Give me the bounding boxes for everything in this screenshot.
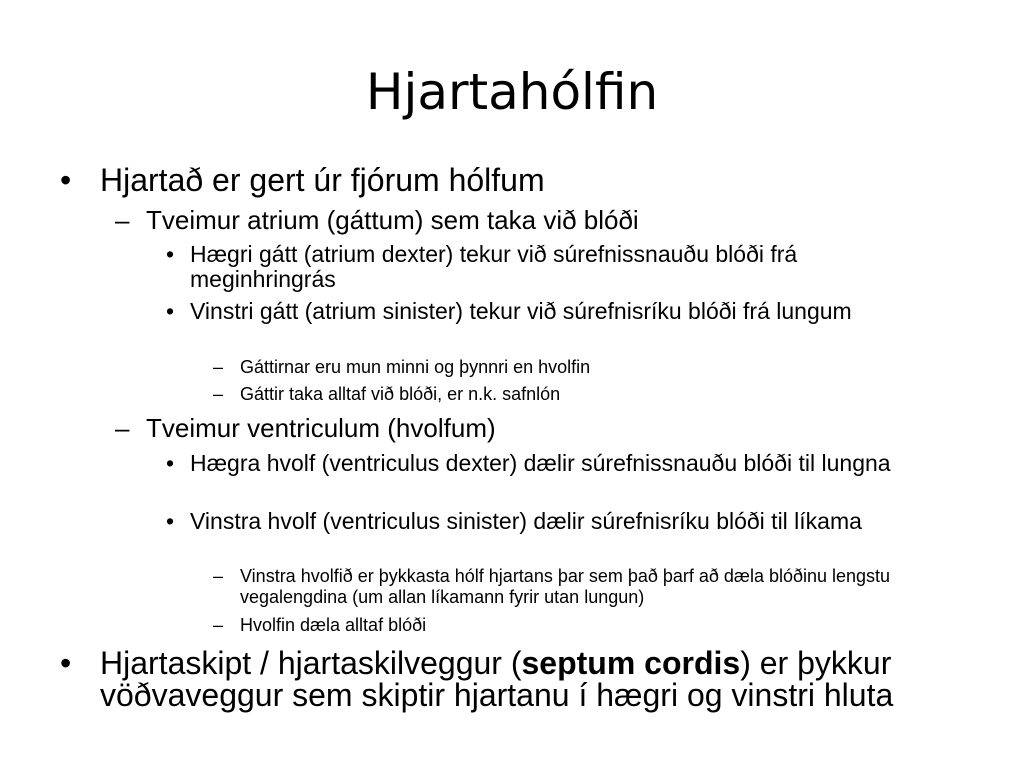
- bullet-level3: [190, 509, 910, 534]
- bullet-marker: –: [213, 566, 224, 586]
- bullet-text-bold: septum cordis: [521, 645, 741, 681]
- bullet-marker: –: [115, 413, 130, 443]
- bullet-marker: •: [60, 162, 72, 198]
- bullet-text: Vinstra hvolfið er þykkasta hólf hjartans þar sem það þarf að dæla blóðinu lengstu vegalengdina (um allan líkamann fyrir utan lungun): [240, 566, 891, 607]
- bullet-level4: [240, 615, 940, 636]
- bullet-text: Hægra hvolf (ventriculus dexter) dælir súrefnissnauðu blóði til lungna: [190, 450, 891, 476]
- bullet-marker: –: [213, 357, 224, 377]
- bullet-level4: [240, 566, 930, 608]
- bullet-marker: •: [166, 508, 175, 534]
- bullet-text-post: ) er þykkur vöðvaveggur sem skiptir hjartanu í hægri og vinstri hluta: [100, 645, 894, 713]
- bullet-level1: [100, 647, 930, 711]
- bullet-level1: [100, 164, 980, 196]
- bullet-marker: •: [60, 645, 72, 681]
- bullet-marker: –: [213, 615, 224, 635]
- bullet-text: Tveimur ventriculum (hvolfum): [146, 413, 496, 443]
- bullet-level3: [190, 299, 890, 324]
- bullet-text: Gáttirnar eru mun minni og þynnri en hvolfin: [240, 357, 591, 377]
- bullet-level3: [190, 451, 960, 476]
- bullet-level2: [146, 414, 986, 442]
- bullet-text: Gáttir taka alltaf við blóði, er n.k. safnlón: [240, 384, 561, 404]
- bullet-marker: •: [166, 450, 175, 476]
- bullet-level2: [146, 206, 986, 234]
- bullet-text: Vinstra hvolf (ventriculus sinister) dælir súrefnisríku blóði til líkama: [190, 508, 862, 534]
- bullet-text: Vinstri gátt (atrium sinister) tekur við súrefnisríku blóði frá lungum: [190, 298, 852, 324]
- bullet-marker: •: [166, 241, 175, 267]
- bullet-marker: •: [166, 298, 175, 324]
- bullet-text: Hægri gátt (atrium dexter) tekur við súrefnissnauðu blóði frá meginhringrás: [190, 241, 798, 292]
- bullet-marker: –: [213, 384, 224, 404]
- bullet-level4: [240, 384, 940, 405]
- slide-title: Hjartahólfin: [365, 63, 659, 121]
- bullet-text-pre: Hjartaskipt / hjartaskilveggur (: [100, 645, 522, 681]
- bullet-text: Hvolfin dæla alltaf blóði: [240, 615, 427, 635]
- bullet-level3: [190, 242, 910, 292]
- bullet-text: Hjartað er gert úr fjórum hólfum: [100, 162, 545, 198]
- bullet-marker: –: [115, 205, 130, 235]
- bullet-level4: [240, 357, 940, 378]
- bullet-text: Tveimur atrium (gáttum) sem taka við blóði: [146, 205, 639, 235]
